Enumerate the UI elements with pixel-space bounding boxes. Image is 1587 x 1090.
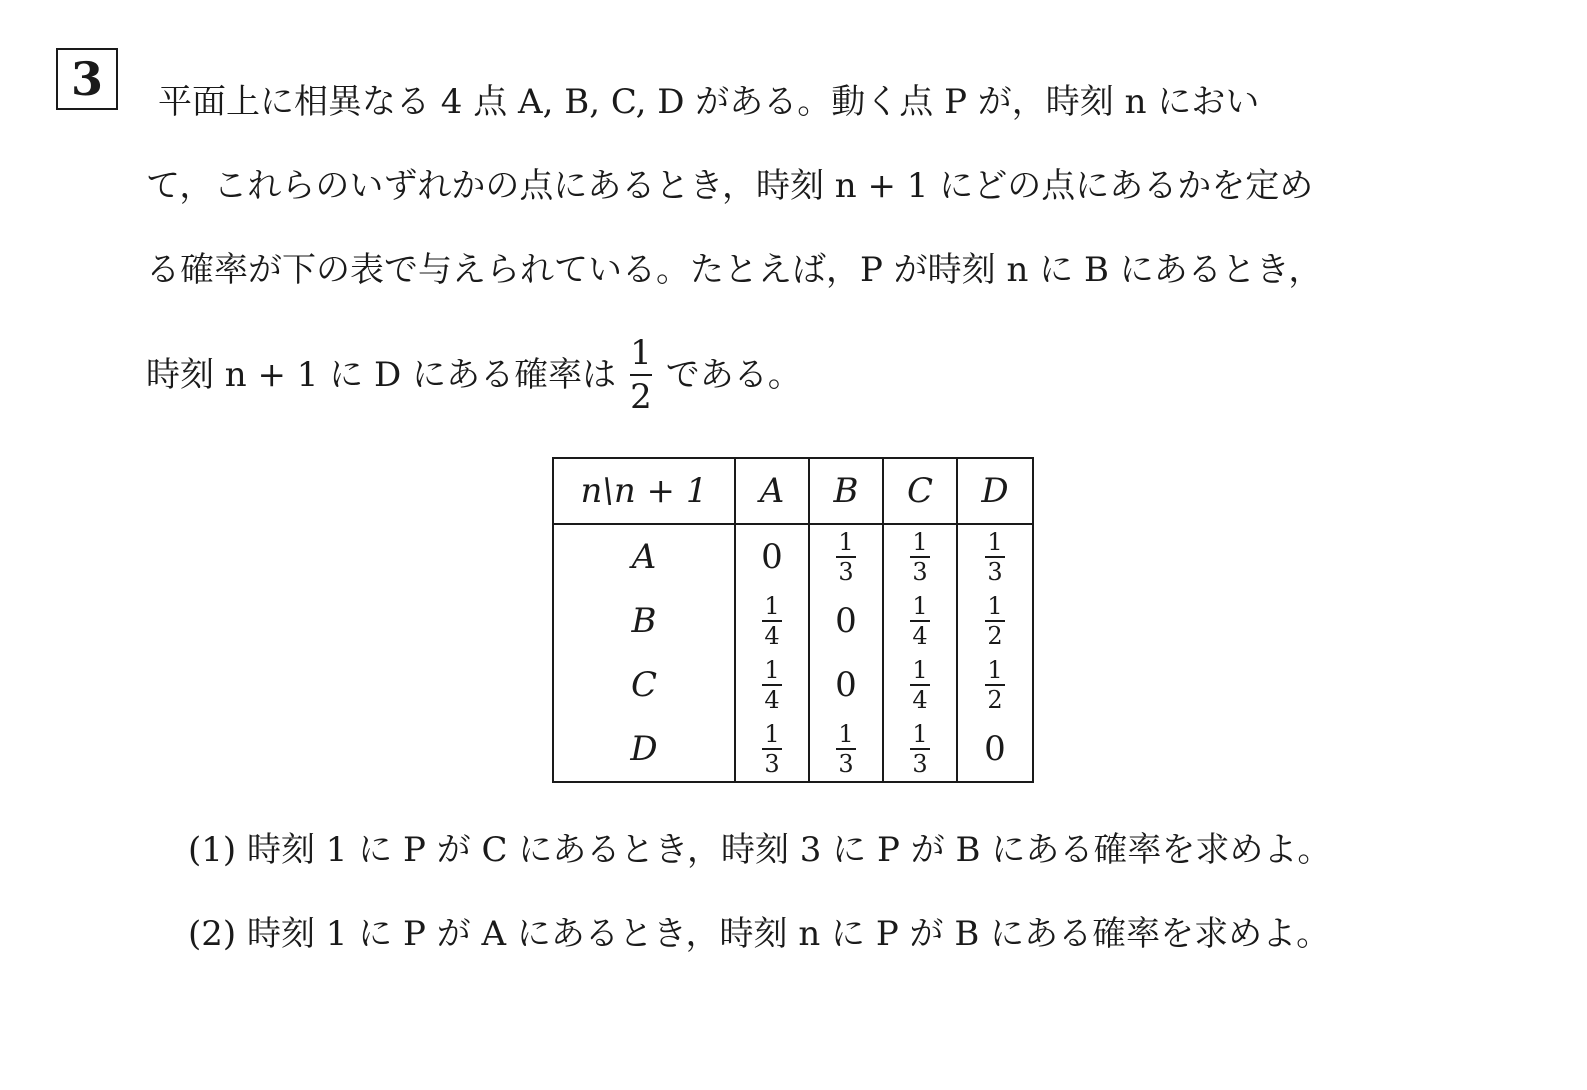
table-corner-header: n\n + 1 [553,458,735,524]
table-cell [735,717,809,782]
table-cell [957,524,1033,589]
cell-fraction [910,721,930,777]
cell-fraction [910,657,930,713]
cell-fraction [762,593,782,649]
cell-fraction-numerator: 1 [764,656,780,684]
cell-fraction [985,529,1005,585]
question-2: (2) 時刻 1 に P が A にあるとき，時刻 n に P が B にある確率を求めよ。 [188,914,1331,954]
table-cell: 0 [735,524,809,589]
table-row-label: A [553,524,735,589]
cell-fraction-denominator: 3 [838,750,854,778]
cell-fraction-numerator: 1 [912,528,928,556]
fraction-one-half [630,334,652,416]
table-cell [883,717,957,782]
cell-fraction [985,593,1005,649]
cell-fraction-numerator: 1 [838,528,854,556]
problem-text-line-2: て，これらのいずれかの点にあるとき，時刻 n + 1 にどの点にあるかを定め [146,166,1314,206]
cell-fraction-numerator: 1 [912,720,928,748]
table-cell: 0 [957,717,1033,782]
cell-fraction-denominator: 4 [764,622,780,650]
problem-text-line-4 [146,333,1446,418]
table-row [553,524,1033,589]
cell-fraction-numerator: 1 [987,592,1003,620]
table-column-header: D [957,458,1033,524]
table-column-header: A [735,458,809,524]
cell-fraction-denominator: 4 [912,686,928,714]
fraction-denominator: 2 [630,377,652,417]
table-cell [957,589,1033,653]
cell-fraction-denominator: 3 [912,558,928,586]
cell-fraction-denominator: 3 [764,750,780,778]
cell-fraction-denominator: 4 [912,622,928,650]
cell-fraction [910,593,930,649]
cell-fraction [762,657,782,713]
cell-fraction [985,657,1005,713]
cell-fraction [762,721,782,777]
cell-fraction-numerator: 1 [838,720,854,748]
cell-fraction-denominator: 2 [987,686,1003,714]
table-cell [883,524,957,589]
table-cell [809,524,883,589]
table-row-label: B [553,589,735,653]
table-cell [735,589,809,653]
fraction-bar [630,374,652,376]
problem-text-line-3: る確率が下の表で与えられている。たとえば，P が時刻 n に B にあるとき， [146,250,1323,290]
table-row [553,589,1033,653]
cell-fraction [836,721,856,777]
cell-fraction-denominator: 3 [912,750,928,778]
table-cell [883,589,957,653]
table-cell: 0 [809,653,883,717]
cell-fraction-numerator: 1 [912,592,928,620]
table-row [553,717,1033,782]
table-cell: 0 [809,589,883,653]
table-cell [957,653,1033,717]
line4-text-before: 時刻 n + 1 に D にある確率は [146,355,617,395]
fraction-numerator: 1 [630,333,652,373]
cell-fraction-numerator: 1 [987,528,1003,556]
table-cell [735,653,809,717]
table-column-header: C [883,458,957,524]
table-cell [883,653,957,717]
cell-fraction-denominator: 2 [987,622,1003,650]
cell-fraction [910,529,930,585]
table-row-label: D [553,717,735,782]
cell-fraction-denominator: 4 [764,686,780,714]
cell-fraction-denominator: 3 [987,558,1003,586]
table-column-header: B [809,458,883,524]
table-header-row [553,458,1033,524]
cell-fraction-numerator: 1 [987,656,1003,684]
problem-text-line-1: 平面上に相異なる 4 点 A, B, C, D がある。動く点 P が，時刻 n におい [158,82,1260,122]
cell-fraction-numerator: 1 [912,656,928,684]
question-1: (1) 時刻 1 に P が C にあるとき，時刻 3 に P が B にある確率を求めよ。 [188,830,1332,870]
problem-number-box: 3 [56,48,118,110]
transition-probability-table [552,457,1034,783]
line4-text-after: である。 [665,355,802,395]
table-row [553,653,1033,717]
cell-fraction-numerator: 1 [764,592,780,620]
cell-fraction-numerator: 1 [764,720,780,748]
table-row-label: C [553,653,735,717]
cell-fraction-denominator: 3 [838,558,854,586]
cell-fraction [836,529,856,585]
table-cell [809,717,883,782]
